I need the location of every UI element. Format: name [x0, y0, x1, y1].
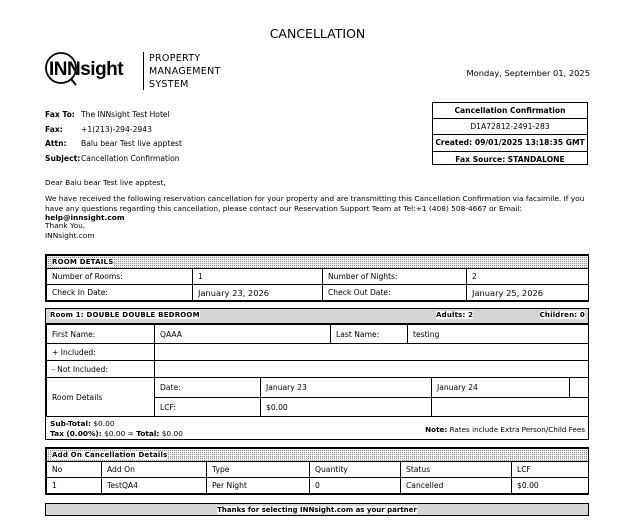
rooms-label: Number of Rooms:	[47, 269, 193, 285]
subtotal-block: Sub-Total: $0.00 Tax (0.00%): $0.00 = Total: $0.00	[50, 419, 183, 438]
attn-row: Attn: Balu bear Test live apptest	[45, 139, 182, 148]
document-date: Monday, September 01, 2025	[466, 68, 590, 78]
addon-section	[45, 447, 589, 495]
included-label: + Included:	[47, 344, 155, 361]
date-label: Date:	[155, 378, 261, 398]
last-name-label: Last Name:	[331, 325, 408, 344]
night-date-1: January 23	[261, 378, 432, 398]
table-row: 1 TestQA4 Per Night 0 Cancelled $0.00	[47, 478, 589, 494]
confirmation-title: Cancellation Confirmation	[433, 103, 587, 119]
logo-tagline: PROPERTY MANAGEMENT SYSTEM	[149, 53, 221, 90]
logo-brand: INNsight	[49, 59, 124, 80]
not-included-label: - Not Included:	[47, 361, 155, 378]
room-details-header: ROOM DETAILS	[47, 256, 589, 269]
checkin-label: Check In Date:	[47, 285, 193, 301]
letter-body: We have received the following reservation cancellation for your property and are transmitting this Cancellation Confirmation via facsimile. If you have any questions regarding this cancellation, please contact our Reservation Support Team at Tel:+1 (408) 508-4667 or Email: help@innsight.com	[45, 194, 585, 223]
rooms-value: 1	[193, 269, 323, 285]
confirmation-number: D1A72812-2491-283	[433, 119, 587, 135]
rates-note: Note: Rates include Extra Person/Child Fees	[425, 425, 585, 434]
nights-label: Number of Nights:	[323, 269, 467, 285]
signoff: Thank You, INNsight.com	[45, 221, 95, 240]
room1-section	[45, 308, 589, 440]
adults-count: Adults: 2	[436, 311, 474, 319]
col-quantity: Quantity	[310, 462, 401, 478]
room-details-label: Room Details	[47, 378, 155, 417]
col-type: Type	[207, 462, 310, 478]
nights-value: 2	[467, 269, 589, 285]
first-name-value: QAAA	[155, 325, 331, 344]
subject-row: Subject:Cancellation Confirmation	[45, 153, 180, 163]
first-name-label: First Name:	[47, 325, 155, 344]
checkin-value: January 23, 2026	[193, 285, 323, 301]
lcf-label: LCF:	[155, 398, 261, 417]
room1-header: Room 1: DOUBLE DOUBLE BEDROOM Adults: 2 Children: 0	[46, 309, 588, 324]
children-count: Children: 0	[539, 311, 585, 319]
checkout-label: Check Out Date:	[323, 285, 467, 301]
checkout-value: January 25, 2026	[467, 285, 589, 301]
addon-header: Add On Cancellation Details	[47, 449, 589, 462]
footer-banner: Thanks for selecting INNsight.com as your partner	[45, 503, 589, 516]
last-name-value: testing	[408, 325, 589, 344]
fax-number-row: Fax: +1(213)-294-2943	[45, 124, 152, 134]
lcf-value: $0.00	[261, 398, 432, 417]
logo-divider	[143, 52, 144, 90]
page-title: CANCELLATION	[269, 26, 366, 41]
col-lcf: LCF	[512, 462, 589, 478]
room-details-section	[45, 254, 589, 302]
fax-header	[45, 108, 182, 166]
col-addon: Add On	[102, 462, 207, 478]
innsight-logo	[44, 49, 140, 91]
fax-to-row: Fax To: The INNsight Test Hotel	[45, 110, 170, 119]
confirmation-box	[432, 102, 588, 165]
created-timestamp: Created: 09/01/2025 13:18:35 GMT	[433, 135, 587, 151]
support-email[interactable]: help@innsight.com	[45, 213, 125, 223]
night-date-2: January 24	[432, 378, 570, 398]
greeting: Dear Balu bear Test live apptest,	[45, 178, 166, 187]
fax-source: Fax Source: STANDALONE	[455, 154, 565, 164]
col-no: No	[47, 462, 102, 478]
col-status: Status	[401, 462, 512, 478]
